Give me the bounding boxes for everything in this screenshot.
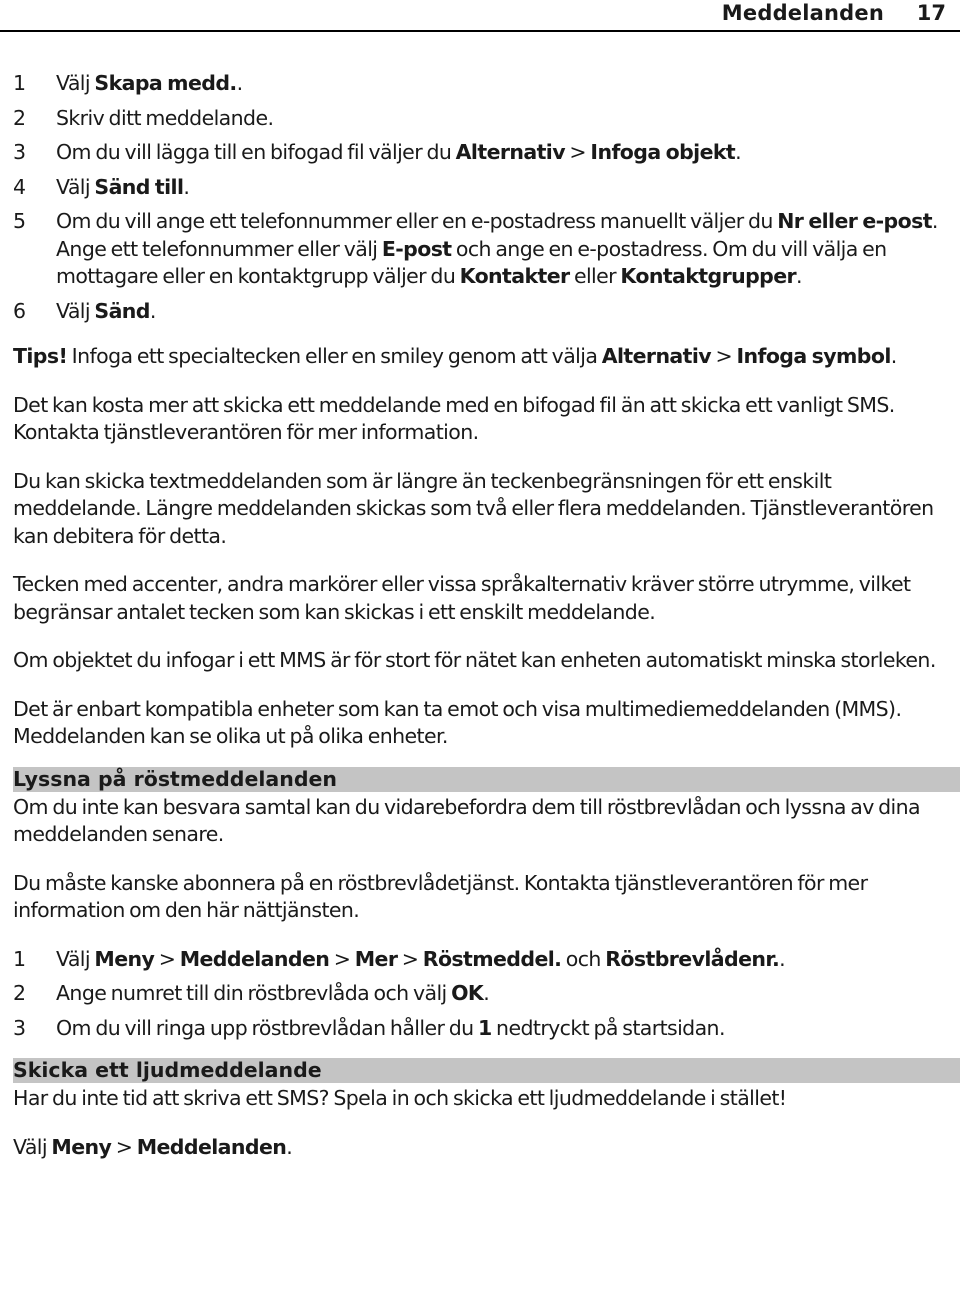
step-item: [13, 139, 951, 167]
bold-term: Alternativ: [455, 140, 565, 164]
section-paragraph: Om du inte kan besvara samtal kan du vidarebefordra dem till röstbrevlådan och lyssna av dina meddelanden senare.: [13, 794, 921, 846]
text-run: Välj: [13, 1134, 52, 1159]
bold-term: Meddelanden: [179, 946, 330, 971]
step-text: [56, 175, 189, 199]
info-paragraph: Du kan skicka textmeddelanden som är längre än teckenbegränsningen för ett enskilt meddelande. Längre meddelanden skickas som två eller flera meddelanden. Tjänstleverantören kan debitera för detta.: [13, 468, 934, 548]
bold-term: Röstmeddel.: [422, 946, 562, 971]
bold-term: Alternativ: [601, 344, 712, 368]
page-number: 17: [916, 1, 946, 25]
step-item: [13, 1015, 951, 1043]
step-text: [56, 947, 785, 971]
text-run: nedtryckt på startsidan.: [491, 1015, 725, 1040]
tip-paragraph: [13, 343, 951, 371]
bold-term: Skapa medd.: [94, 71, 237, 95]
bold-term: Röstbrevlådenr.: [605, 946, 780, 971]
text-run: .: [286, 1134, 293, 1159]
bold-term: Sänd: [94, 298, 150, 323]
text-run: Skriv ditt meddelande.: [56, 105, 274, 130]
step-text: [56, 106, 273, 130]
step-item: [13, 946, 951, 974]
bold-term: Kontakter: [459, 264, 570, 288]
text-run: .: [779, 946, 786, 971]
bold-term: Meny: [51, 1134, 112, 1159]
steps-list-send-message: [13, 70, 951, 325]
text-run: .: [183, 174, 190, 199]
text-run: Välj: [56, 946, 95, 971]
page-header: [0, 0, 960, 32]
text-run: .: [483, 981, 490, 1005]
text-run: >: [397, 946, 423, 971]
step-text: [56, 1016, 725, 1040]
bold-term: Meny: [94, 946, 155, 971]
text-run: Välj: [56, 71, 95, 95]
step-number: 2: [13, 105, 26, 130]
text-run: .: [236, 71, 243, 95]
step-number: 1: [13, 946, 26, 971]
text-run: . Ange ett telefonnummer eller välj: [56, 209, 938, 261]
final-instruction: [13, 1134, 951, 1162]
bold-term: Nr eller e-post: [777, 209, 932, 233]
text-run: .: [735, 140, 742, 164]
info-paragraph: Det kan kosta mer att skicka ett meddelande med en bifogad fil än att skicka ett vanligt SMS. Kontakta tjänstleverantören för mer information.: [13, 392, 895, 444]
bold-term: 1: [477, 1015, 492, 1040]
section-paragraph: Har du inte tid att skriva ett SMS? Spela in och skicka ett ljudmeddelande i stället!: [13, 1086, 787, 1110]
bold-term: Sänd till: [94, 174, 184, 199]
bold-term: Infoga symbol: [736, 344, 891, 368]
section-heading-audio-message: Skicka ett ljudmeddelande: [13, 1058, 960, 1083]
step-number: 2: [13, 981, 26, 1005]
step-item: [13, 70, 951, 98]
step-item: [13, 298, 951, 326]
text-run: och ange en e-postadress. Om du vill välja en mottagare eller en kontaktgrupp väljer du: [56, 236, 887, 288]
text-run: Om du vill ringa upp röstbrevlådan håller du: [56, 1015, 478, 1040]
text-run: .: [796, 264, 802, 288]
text-run: >: [111, 1134, 137, 1159]
text-run: >: [711, 344, 737, 368]
text-run: Ange numret till din röstbrevlåda och välj: [56, 981, 452, 1005]
bold-term: E-post: [381, 236, 452, 261]
steps-list-voicemail: [13, 946, 951, 1043]
step-item: [13, 105, 951, 133]
text-run: Välj: [56, 174, 95, 199]
text-run: Infoga ett specialtecken eller en smiley genom att välja: [67, 344, 602, 368]
step-number: 4: [13, 174, 26, 199]
step-number: 5: [13, 209, 26, 233]
bold-term: Kontaktgrupper: [620, 264, 797, 288]
text-run: eller: [569, 264, 621, 288]
info-paragraph: Om objektet du infogar i ett MMS är för stort för nätet kan enheten automatiskt minska storleken.: [13, 648, 936, 672]
text-run: >: [154, 946, 180, 971]
text-run: >: [565, 140, 591, 164]
info-paragraph: Det är enbart kompatibla enheter som kan ta emot och visa multimediemeddelanden (MMS). Meddelanden kan se olika ut på olika enheter.: [13, 696, 902, 748]
text-run: Om du vill lägga till en bifogad fil väljer du: [56, 140, 456, 164]
step-number: 1: [13, 71, 26, 95]
bold-term: OK: [451, 981, 484, 1005]
page-content: [13, 70, 951, 1182]
text-run: och: [561, 946, 606, 971]
text-run: .: [149, 298, 156, 323]
step-number: 3: [13, 1015, 26, 1040]
chapter-title: Meddelanden: [721, 1, 884, 25]
step-text: [56, 209, 938, 288]
section-heading-voicemail: Lyssna på röstmeddelanden: [13, 767, 960, 792]
text-run: .: [890, 344, 897, 368]
bold-term: Meddelanden: [136, 1134, 287, 1159]
section-paragraph: Du måste kanske abonnera på en röstbrevlådetjänst. Kontakta tjänstleverantören för mer information om den här nättjänsten.: [13, 870, 868, 922]
step-number: 3: [13, 140, 26, 164]
step-number: 6: [13, 298, 26, 323]
text-run: Om du vill ange ett telefonnummer eller en e-postadress manuellt väljer du: [56, 209, 778, 233]
step-item: [13, 980, 951, 1008]
info-paragraph: Tecken med accenter, andra markörer eller vissa språkalternativ kräver större utrymme, vilket begränsar antalet tecken som kan skickas i ett enskilt meddelande.: [13, 572, 911, 624]
bold-term: Tips!: [13, 344, 68, 368]
bold-term: Mer: [354, 946, 398, 971]
bold-term: Infoga objekt: [590, 140, 736, 164]
text-run: Välj: [56, 298, 95, 323]
step-text: [56, 299, 156, 323]
step-item: [13, 174, 951, 202]
step-text: [56, 71, 243, 95]
text-run: >: [329, 946, 355, 971]
step-text: [56, 140, 741, 164]
step-text: [56, 981, 489, 1005]
step-item: [13, 208, 951, 291]
